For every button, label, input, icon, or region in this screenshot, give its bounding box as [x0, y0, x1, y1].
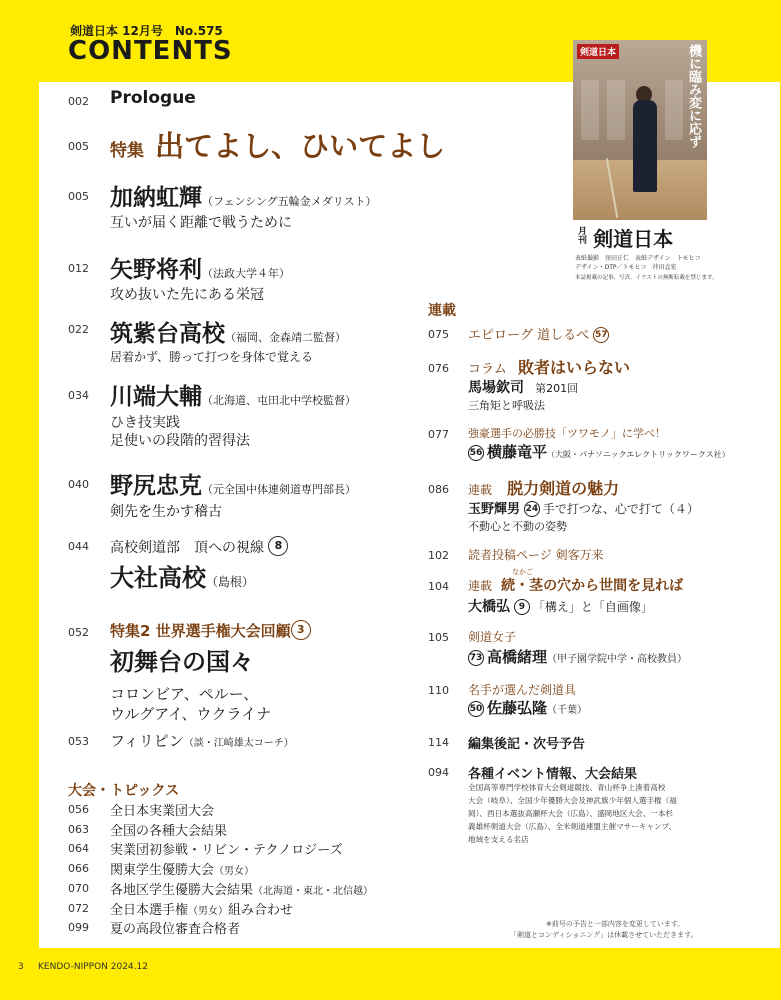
special-tag: 特集: [110, 141, 144, 161]
special2-title: 世界選手権大会回顧: [155, 622, 291, 640]
topic-item: 関東学生優勝大会: [110, 863, 215, 878]
entry-title: フィリピン: [110, 732, 184, 750]
page-number: 056: [68, 803, 89, 816]
entry-name: 川端大輔: [110, 384, 202, 410]
entry-note: （元全国中体連剣道専門部長）: [202, 483, 356, 496]
serial-title: 読者投稿ページ 剣客万来: [468, 548, 604, 562]
serial-title: 各種イベント情報、大会結果: [468, 767, 638, 782]
serial-title: 名手が選んだ剣道具: [468, 683, 577, 697]
serial-subtitle: 不動心と不動の姿勢: [468, 520, 567, 533]
topic-note: （男女）: [188, 906, 229, 917]
countries-line: コロンビア、ペルー、: [110, 685, 259, 703]
serials-heading: 連載: [428, 303, 456, 319]
page-number: 034: [68, 389, 89, 402]
serial-number: 50: [468, 701, 484, 717]
page-number: 064: [68, 842, 89, 855]
serial-author: 横藤竜平: [487, 443, 548, 461]
page-number: 052: [68, 626, 89, 639]
serial-number: 57: [593, 327, 609, 343]
cover-title-tag: 月刊: [576, 225, 586, 244]
serial-number: 9: [514, 599, 530, 615]
entry-name: 加納虹輝: [110, 185, 202, 211]
cover-photo: [573, 40, 707, 220]
cover-vertical-text: 機に臨み変に応ず: [686, 44, 701, 148]
topic-item: 全日本実業団大会: [110, 804, 215, 819]
page-number: 040: [68, 478, 89, 491]
page-number: 070: [68, 882, 89, 895]
issue-label: 剣道日本 12月号 No.575: [70, 24, 223, 38]
topic-item: 各地区学生優勝大会結果: [110, 883, 254, 898]
page-number: 099: [68, 921, 89, 934]
page-number: 077: [428, 428, 449, 441]
serial-author: 佐藤弘隆: [487, 699, 548, 717]
serial-title: 脱力剣道の魅力: [507, 479, 620, 498]
event-body: 全国高等専門学校体育大会剣道競技、青山杯争上湊着高校: [468, 783, 666, 792]
folio-label: KENDO-NIPPON 2024.12: [38, 962, 148, 972]
series-title: 高校剣道部 頂への視線: [110, 540, 264, 556]
event-body: 義雄杯剣道大会（広島）、全米剣道連盟主催マサーキャンプ、: [468, 822, 677, 831]
topic-item: 全日本選手権: [110, 903, 189, 918]
page-number: 110: [428, 684, 449, 697]
topic-item-suffix: 組み合わせ: [228, 903, 294, 918]
page-number: 044: [68, 540, 89, 553]
serial-subtitle: 三角矩と呼吸法: [468, 399, 545, 412]
serial-note: （大阪・パナソニックエレクトリックワークス社）: [547, 450, 730, 459]
entry-name: 矢野将利: [110, 257, 202, 283]
page-number: 114: [428, 736, 449, 749]
page-number: 053: [68, 735, 89, 748]
entry-name: 大社高校: [110, 564, 206, 592]
folio-number: 3: [18, 962, 24, 972]
event-body: 岡）、西日本選抜高瀬杯大会（広島）、盛岡地区大会、一本杉: [468, 809, 674, 818]
topic-item: 実業団初参戦・リビン・テクノロジーズ: [110, 843, 343, 858]
page-number: 012: [68, 262, 89, 275]
entry-subtitle: 剣先を生かす稽古: [110, 504, 222, 520]
entry-note: （法政大学４年）: [202, 267, 290, 280]
cover-title: 剣道日本: [593, 227, 674, 251]
ruby-text: なかご: [512, 568, 533, 576]
page-number: 066: [68, 862, 89, 875]
serial-issue: 第201回: [535, 382, 579, 395]
page-number: 063: [68, 823, 89, 836]
wall-panel: [665, 80, 683, 140]
cover-logo-small: 剣道日本: [577, 44, 619, 59]
page-number: 086: [428, 483, 449, 496]
topics-heading: 大会・トピックス: [68, 783, 180, 799]
serial-note: （千葉）: [547, 705, 588, 716]
cover-credits-2: デザイン・DTP／トモヒコ 沖田直宏: [575, 264, 677, 271]
special2-headline: 初舞台の国々: [110, 648, 254, 676]
serial-number: 24: [524, 501, 540, 517]
serial-title: 続・茎の穴から世間を見れば: [501, 578, 684, 594]
wall-panel: [607, 80, 625, 140]
entry-name: 筑紫台高校: [110, 321, 225, 347]
page-number: 104: [428, 580, 449, 593]
page-number: 005: [68, 190, 89, 203]
cover-credits-1: 表紙撮影 窪田正仁 表紙デザイン トモヒコ: [575, 255, 701, 262]
entry-note: （島根）: [206, 575, 255, 589]
topic-note: （男女）: [214, 866, 255, 877]
page-number: 076: [428, 362, 449, 375]
magazine-cover: [573, 40, 718, 286]
kendoka-figure: [633, 100, 657, 192]
entry-note: （フェンシング五輪金メダリスト）: [202, 195, 377, 208]
event-body: 大会（岐阜）、全国少年優勝大会及神武旗少年個人選手権（福: [468, 796, 677, 805]
serial-author: 玉野輝男: [468, 502, 521, 517]
entry-subtitle: 居着かず、勝って打つを身体で覚える: [110, 350, 314, 364]
page-number: 102: [428, 549, 449, 562]
page-number: 072: [68, 902, 89, 915]
serial-author: 馬場欽司: [468, 380, 524, 396]
wall-panel: [581, 80, 599, 140]
serial-author: 大橋弘: [468, 599, 510, 615]
contents-title: CONTENTS: [68, 36, 233, 66]
special2-number: 3: [291, 620, 311, 640]
entry-subtitle: 足使いの段階的習得法: [110, 433, 250, 449]
serial-line: 手で打つな、心で打て（４）: [542, 502, 699, 516]
entry-subtitle: 攻め抜いた先にある栄冠: [110, 287, 264, 303]
entry-note: （北海道、屯田北中学校監督）: [202, 394, 356, 407]
event-body: 地域を支える名店: [468, 835, 529, 844]
topic-note: （北海道・東北・北信越）: [253, 886, 374, 897]
footnote: 「剣道とコンディショニング」は休載させていただきます。: [510, 931, 698, 939]
page-number: 105: [428, 631, 449, 644]
special-title: 出てよし、ひいてよし: [155, 129, 446, 163]
serial-tag: 連載: [468, 483, 493, 497]
serial-title: エピローグ 道しるべ: [468, 328, 590, 343]
series-number: 8: [268, 536, 288, 556]
cover-credits-3: 本誌掲載の記事、写真、イラストの無断転載を禁じます。: [575, 275, 718, 281]
entry-subtitle: ひき技実践: [110, 415, 180, 431]
special2-tag: 特集2: [110, 622, 151, 640]
page-number: 075: [428, 328, 449, 341]
entry-name: 野尻忠克: [110, 473, 202, 499]
serial-tag: コラム: [468, 362, 507, 377]
serial-number: 56: [468, 445, 484, 461]
serial-line: 「構え」と「自画像」: [532, 600, 653, 614]
serial-number: 73: [468, 650, 484, 666]
serial-title: 強豪選手の必勝技「ツワモノ」に学べ！: [468, 427, 666, 440]
page-number: 005: [68, 140, 89, 153]
countries-line: ウルグアイ、ウクライナ: [110, 705, 272, 723]
serial-author: 高橋緒理: [487, 648, 548, 666]
topic-item: 夏の高段位審査合格者: [110, 922, 241, 937]
page-number: 022: [68, 323, 89, 336]
page-number: 002: [68, 95, 89, 108]
entry-title: Prologue: [110, 88, 196, 108]
serial-title: 敗者はいらない: [517, 358, 630, 377]
topic-item: 全国の各種大会結果: [110, 824, 228, 839]
entry-note: （談・江崎雄太コーチ）: [183, 738, 294, 749]
serial-tag: 連載: [468, 579, 493, 593]
serial-title: 剣道女子: [468, 630, 517, 644]
serial-note: （甲子園学院中学・高校教員）: [547, 654, 688, 665]
page-number: 094: [428, 766, 449, 779]
footnote: ※前号の予告と一部内容を変更しています。: [546, 920, 685, 928]
serial-title: 編集後記・次号予告: [468, 737, 586, 752]
entry-note: （福岡、金森靖二監督）: [225, 331, 346, 344]
entry-subtitle: 互いが届く距離で戦うために: [110, 215, 292, 231]
